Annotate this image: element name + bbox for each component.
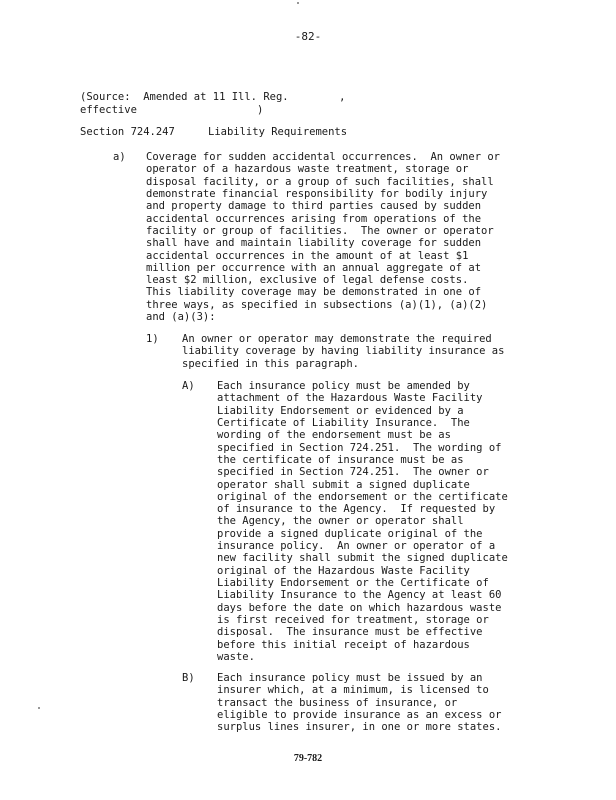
page-footer-id: 79-782 [293, 753, 323, 764]
item-1-label: 1) [146, 333, 159, 345]
source-note-line-2: effective ) [80, 103, 264, 116]
page-number-header: -82- [294, 30, 322, 43]
section-heading [80, 126, 347, 138]
item-B-label: B) [182, 672, 195, 684]
subsection-a-label: a) [113, 151, 126, 163]
item-A-label: A) [182, 380, 195, 392]
source-note-line-1: (Source: Amended at 11 Ill. Reg. , [80, 91, 346, 103]
scan-speck [297, 2, 299, 4]
item-1-text: An owner or operator may demonstrate the required liability coverage by having liability insurance as specified in this paragraph. [182, 333, 505, 370]
item-A-text: Each insurance policy must be amended by attachment of the Hazardous Waste Facility Liability Endorsement or evidenced by a Certificate of Liability Insurance. The wording of the endorsement must be as specified in Section 724.251. The wording of the certificate of insurance must be as specified in Section 724.251. The owner or operator shall submit a signed duplicate original of the endorsement or the certificate of insurance to the Agency. If requested by the Agency, the owner or operator shall provide a signed duplicate original of the insurance policy. An owner or operator of a new facility shall submit the signed duplicate original of the Hazardous Waste Facility Liability Endorsement or the Certificate of Liability Insurance to the Agency at least 60 days before the date on which hazardous waste is first received for treatment, storage or disposal. The insurance must be effective before this initial receipt of hazardous waste. [217, 380, 508, 663]
section-number: Section 724.247 [80, 126, 175, 138]
source-note [80, 91, 346, 116]
subsection-a-text: Coverage for sudden accidental occurrences. An owner or operator of a hazardous waste treatment, storage or disposal facility, or a group of such facilities, shall demonstrate financial responsibility for bodily injury and property damage to third parties caused by sudden accidental occurrences arising from operations of the facility or group of facilities. The owner or operator shall have and maintain liability coverage for sudden accidental occurrences in the amount of at least $1 million per occurrence with an annual aggregate of at least $2 million, exclusive of legal defense costs. This liability coverage may be demonstrated in one of three ways, as specified in subsections (a)(1), (a)(2) and (a)(3): [146, 151, 501, 324]
item-B-text: Each insurance policy must be issued by an insurer which, at a minimum, is licensed to transact the business of insurance, or eligible to provide insurance as an excess or surplus lines insurer, in one or more states. [217, 672, 502, 734]
section-title: Liability Requirements [208, 126, 348, 138]
scan-speck [38, 707, 40, 709]
